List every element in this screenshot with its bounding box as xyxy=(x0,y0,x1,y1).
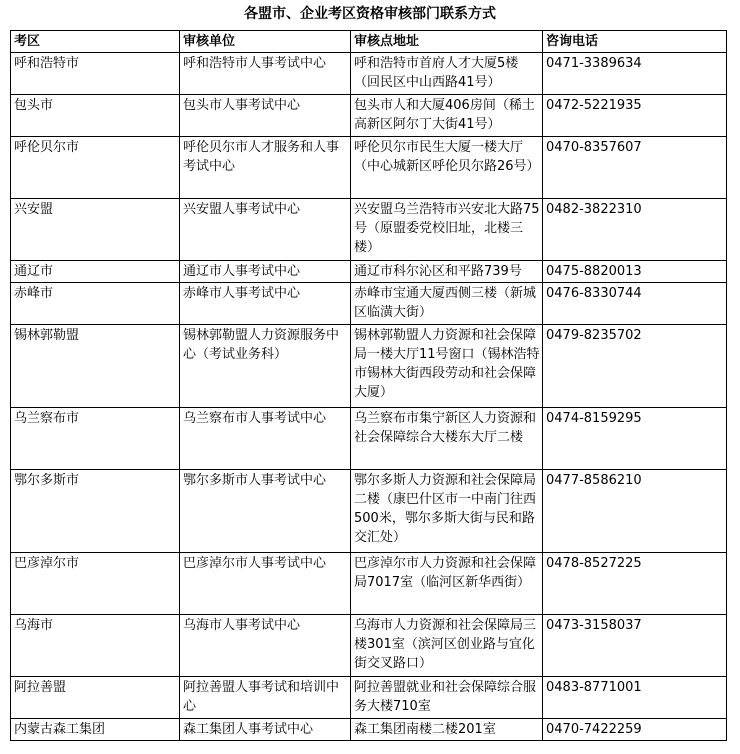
header-phone: 咨询电话 xyxy=(543,31,727,53)
cell-address: 森工集团南楼二楼201室 xyxy=(351,719,543,741)
cell-phone: 0479-8235702 xyxy=(543,325,727,408)
cell-unit: 赤峰市人事考试中心 xyxy=(180,283,351,325)
header-unit: 审核单位 xyxy=(180,31,351,53)
cell-area: 巴彦淖尔市 xyxy=(11,553,180,615)
cell-address: 赤峰市宝通大厦西侧三楼（新城区临潢大街） xyxy=(351,283,543,325)
cell-unit: 乌海市人事考试中心 xyxy=(180,615,351,677)
cell-unit: 呼伦贝尔市人才服务和人事考试中心 xyxy=(180,137,351,199)
cell-phone: 0470-8357607 xyxy=(543,137,727,199)
cell-address: 呼和浩特市首府人才大厦5楼（回民区中山西路41号） xyxy=(351,53,543,95)
cell-area: 呼和浩特市 xyxy=(11,53,180,95)
table-row xyxy=(11,553,727,615)
cell-area: 呼伦贝尔市 xyxy=(11,137,180,199)
cell-area: 阿拉善盟 xyxy=(11,677,180,719)
cell-unit: 呼和浩特市人事考试中心 xyxy=(180,53,351,95)
table-row xyxy=(11,283,727,325)
cell-area: 兴安盟 xyxy=(11,199,180,261)
table-row xyxy=(11,325,727,408)
cell-phone: 0477-8586210 xyxy=(543,470,727,553)
cell-area: 乌兰察布市 xyxy=(11,408,180,470)
contact-table xyxy=(10,30,727,741)
table-header-row xyxy=(11,31,727,53)
header-area: 考区 xyxy=(11,31,180,53)
cell-phone: 0483-8771001 xyxy=(543,677,727,719)
cell-phone: 0474-8159295 xyxy=(543,408,727,470)
table-row xyxy=(11,470,727,553)
cell-address: 阿拉善盟就业和社会保障综合服务大楼710室 xyxy=(351,677,543,719)
table-row xyxy=(11,615,727,677)
cell-address: 鄂尔多斯人力资源和社会保障局二楼（康巴什区市一中南门往西500米，鄂尔多斯大街与民和路交汇处） xyxy=(351,470,543,553)
cell-phone: 0482-3822310 xyxy=(543,199,727,261)
cell-address: 乌海市人力资源和社会保障局三楼301室（滨河区创业路与宜化街交叉路口） xyxy=(351,615,543,677)
cell-unit: 乌兰察布市人事考试中心 xyxy=(180,408,351,470)
cell-phone: 0472-5221935 xyxy=(543,95,727,137)
cell-unit: 包头市人事考试中心 xyxy=(180,95,351,137)
table-row xyxy=(11,53,727,95)
table-row xyxy=(11,95,727,137)
cell-address: 呼伦贝尔市民生大厦一楼大厅（中心城新区呼伦贝尔路26号） xyxy=(351,137,543,199)
cell-area: 通辽市 xyxy=(11,261,180,283)
cell-unit: 兴安盟人事考试中心 xyxy=(180,199,351,261)
cell-unit: 巴彦淖尔市人事考试中心 xyxy=(180,553,351,615)
cell-area: 锡林郭勒盟 xyxy=(11,325,180,408)
cell-unit: 森工集团人事考试中心 xyxy=(180,719,351,741)
table-row xyxy=(11,408,727,470)
cell-phone: 0475-8820013 xyxy=(543,261,727,283)
table-row xyxy=(11,719,727,741)
table-row xyxy=(11,137,727,199)
header-address: 审核点地址 xyxy=(351,31,543,53)
cell-address: 通辽市科尔沁区和平路739号 xyxy=(351,261,543,283)
cell-area: 鄂尔多斯市 xyxy=(11,470,180,553)
cell-phone: 0470-7422259 xyxy=(543,719,727,741)
table-row xyxy=(11,199,727,261)
cell-area: 包头市 xyxy=(11,95,180,137)
cell-area: 乌海市 xyxy=(11,615,180,677)
cell-area: 赤峰市 xyxy=(11,283,180,325)
table-row xyxy=(11,677,727,719)
cell-phone: 0471-3389634 xyxy=(543,53,727,95)
cell-address: 锡林郭勒盟人力资源和社会保障局一楼大厅11号窗口（锡林浩特市锡林大街西段劳动和社会保障大厦） xyxy=(351,325,543,408)
cell-address: 巴彦淖尔市人力资源和社会保障局7017室（临河区新华西街） xyxy=(351,553,543,615)
cell-unit: 锡林郭勒盟人力资源服务中心（考试业务科） xyxy=(180,325,351,408)
cell-address: 乌兰察布市集宁新区人力资源和社会保障综合大楼东大厅二楼 xyxy=(351,408,543,470)
cell-area: 内蒙古森工集团 xyxy=(11,719,180,741)
cell-unit: 阿拉善盟人事考试和培训中心 xyxy=(180,677,351,719)
cell-phone: 0473-3158037 xyxy=(543,615,727,677)
cell-unit: 鄂尔多斯市人事考试中心 xyxy=(180,470,351,553)
cell-phone: 0476-8330744 xyxy=(543,283,727,325)
cell-unit: 通辽市人事考试中心 xyxy=(180,261,351,283)
cell-phone: 0478-8527225 xyxy=(543,553,727,615)
table-row xyxy=(11,261,727,283)
cell-address: 兴安盟乌兰浩特市兴安北大路75号（原盟委党校旧址，北楼三楼） xyxy=(351,199,543,261)
cell-address: 包头市人和大厦406房间（稀土高新区阿尔丁大街41号） xyxy=(351,95,543,137)
page-title: 各盟市、企业考区资格审核部门联系方式 xyxy=(244,6,496,22)
